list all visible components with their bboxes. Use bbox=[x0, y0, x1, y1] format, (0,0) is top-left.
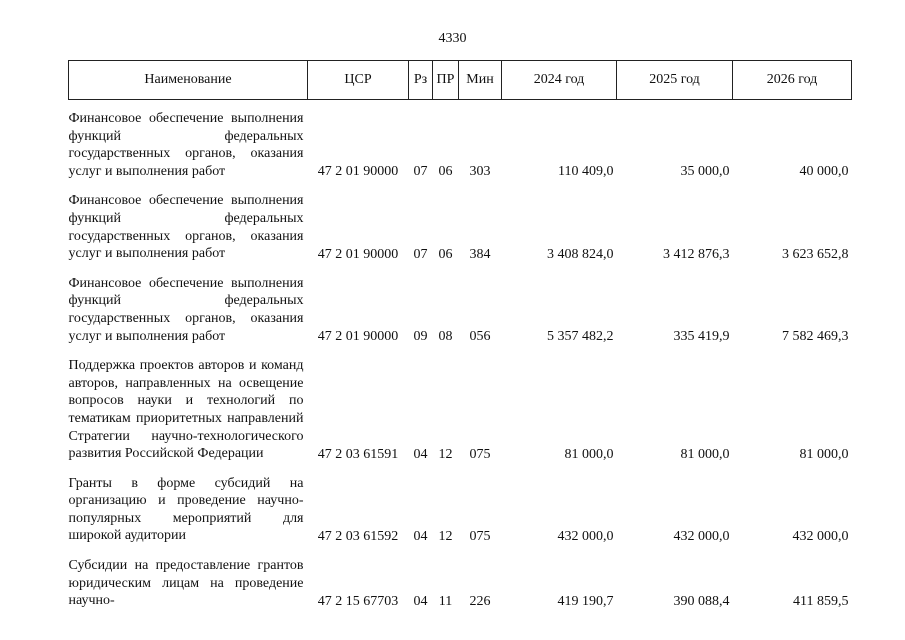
row-min: 075 bbox=[469, 446, 491, 462]
row-2024: 3 408 824,0 bbox=[547, 246, 614, 262]
row-csr: 47 2 01 90000 bbox=[317, 164, 399, 180]
row-name: Финансовое обеспечение выполнения функций федеральных государственных органов, оказания услуг и выполнения работ bbox=[68, 111, 304, 179]
row-2024: 5 357 482,2 bbox=[547, 329, 614, 345]
budget-table bbox=[68, 60, 852, 614]
row-pr: 11 bbox=[438, 593, 453, 609]
row-csr: 47 2 01 90000 bbox=[317, 246, 399, 262]
table-row bbox=[69, 267, 852, 349]
row-2024: 110 409,0 bbox=[558, 164, 614, 180]
row-min: 226 bbox=[469, 593, 491, 609]
row-2024: 419 190,7 bbox=[557, 593, 614, 609]
row-rz: 07 bbox=[413, 246, 428, 262]
row-name: Гранты в форме субсидий на организацию и проведение научно-популярных мероприятий для широкой аудитории bbox=[68, 475, 304, 544]
row-min: 303 bbox=[469, 164, 491, 180]
row-2026: 81 000,0 bbox=[799, 446, 849, 462]
row-rz: 04 bbox=[413, 529, 428, 545]
row-2026: 40 000,0 bbox=[799, 164, 849, 180]
header-csr: ЦСР bbox=[308, 61, 409, 100]
header-pr: ПР bbox=[433, 61, 459, 100]
row-2025: 335 419,9 bbox=[673, 329, 730, 345]
row-pr: 08 bbox=[438, 329, 453, 345]
row-name: Финансовое обеспечение выполнения функций федеральных государственных органов, оказания услуг и выполнения работ bbox=[68, 193, 304, 262]
page-number: 4330 bbox=[438, 31, 467, 46]
table-row bbox=[69, 100, 852, 185]
row-rz: 09 bbox=[413, 329, 428, 345]
row-csr: 47 2 03 61591 bbox=[317, 446, 399, 462]
table-row bbox=[69, 349, 852, 467]
row-min: 056 bbox=[469, 329, 491, 345]
header-rz: Рз bbox=[409, 61, 433, 100]
row-pr: 12 bbox=[438, 529, 453, 545]
row-2025: 3 412 876,3 bbox=[663, 246, 730, 262]
row-2025: 432 000,0 bbox=[673, 529, 730, 545]
row-name: Субсидии на предоставление грантов юридическим лицам на проведение научно- bbox=[68, 558, 304, 609]
row-2026: 432 000,0 bbox=[792, 529, 849, 545]
row-name: Финансовое обеспечение выполнения функций федеральных государственных органов, оказания услуг и выполнения работ bbox=[68, 275, 304, 344]
row-2025: 390 088,4 bbox=[673, 593, 730, 609]
row-2024: 81 000,0 bbox=[564, 446, 614, 462]
header-2024: 2024 год bbox=[502, 61, 617, 100]
row-min: 075 bbox=[469, 529, 491, 545]
row-rz: 04 bbox=[413, 446, 428, 462]
row-rz: 07 bbox=[413, 164, 428, 180]
row-csr: 47 2 01 90000 bbox=[317, 329, 399, 345]
row-min: 384 bbox=[469, 246, 491, 262]
header-2025: 2025 год bbox=[617, 61, 733, 100]
table-row bbox=[69, 549, 852, 614]
row-2025: 35 000,0 bbox=[680, 164, 730, 180]
header-min: Мин bbox=[459, 61, 502, 100]
table-row bbox=[69, 184, 852, 266]
row-csr: 47 2 03 61592 bbox=[317, 529, 399, 545]
row-csr: 47 2 15 67703 bbox=[317, 593, 399, 609]
row-2026: 411 859,5 bbox=[793, 593, 849, 609]
row-pr: 06 bbox=[438, 164, 453, 180]
table-row bbox=[69, 467, 852, 549]
row-2025: 81 000,0 bbox=[680, 446, 730, 462]
row-pr: 06 bbox=[438, 246, 453, 262]
row-rz: 04 bbox=[413, 593, 428, 609]
header-name: Наименование bbox=[69, 61, 308, 100]
row-2026: 7 582 469,3 bbox=[782, 329, 849, 345]
row-pr: 12 bbox=[438, 446, 453, 462]
row-2024: 432 000,0 bbox=[557, 529, 614, 545]
header-2026: 2026 год bbox=[733, 61, 852, 100]
table-header-row bbox=[69, 61, 852, 100]
row-2026: 3 623 652,8 bbox=[782, 246, 849, 262]
row-name: Поддержка проектов авторов и команд авторов, направленных на освещение вопросов науки и технологий по тематикам приоритетных направлений Стратегии научно-технологического развития Российской Федерации bbox=[68, 358, 304, 462]
